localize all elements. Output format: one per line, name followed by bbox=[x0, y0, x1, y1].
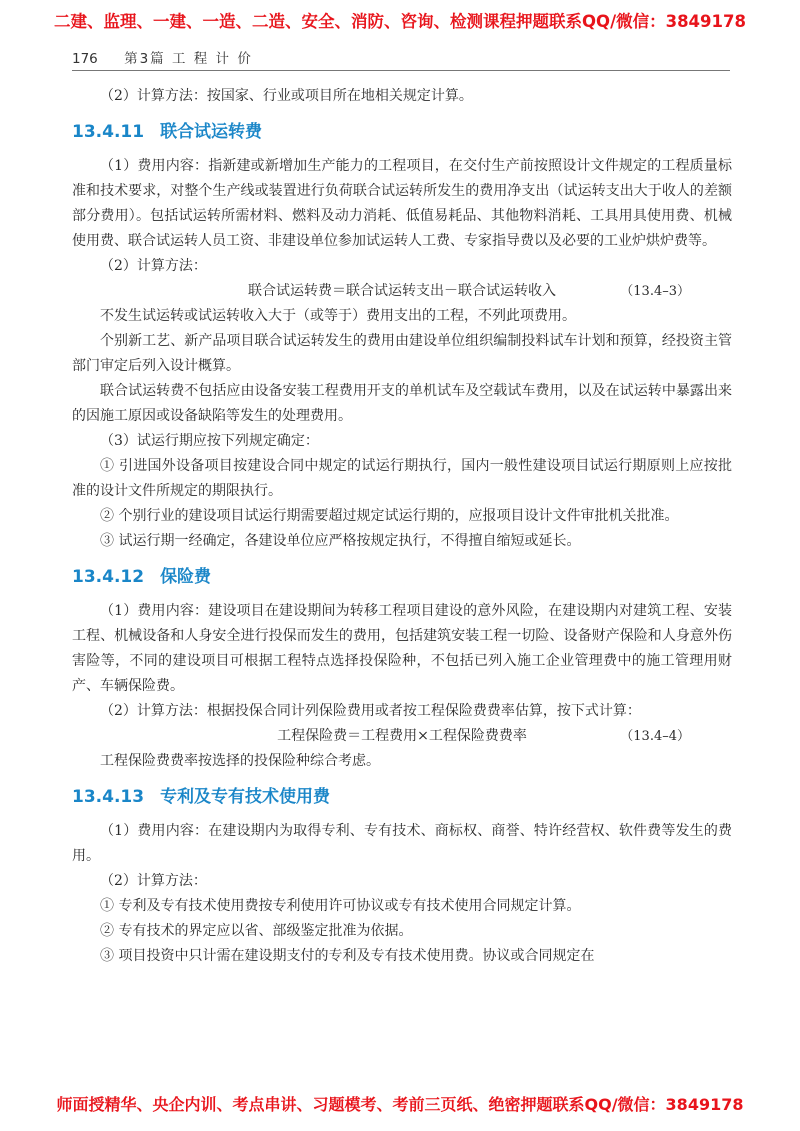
promo-banner-bottom: 师面授精华、央企内训、考点串讲、习题模考、考前三页纸、绝密押题联系QQ/微信：3849178 bbox=[56, 1095, 744, 1114]
part-title: 第3篇 工 程 计 价 bbox=[124, 51, 253, 67]
paragraph: （3）试运行期应按下列规定确定： bbox=[100, 433, 319, 449]
paragraph: （2）计算方法：根据投保合同计列保险费用或者按工程保险费费率估算，按下式计算： bbox=[100, 703, 641, 719]
paragraph: （1）费用内容：建设项目在建设期间为转移工程项目建设的意外风险，在建设期内对建筑工程、安装工程、机械设备和人身安全进行投保而发生的费用，包括建筑安装工程一切险、设备财产保险和人身意外伤害险等，不同的建设项目可根据工程特点选择投保险种，不包括已列入施工企业管理费中的施工管理用财产、车辆保险费。 bbox=[72, 603, 732, 694]
formula-text: 工程保险费＝工程费用×工程保险费费率 bbox=[277, 728, 527, 744]
section-heading-13-4-13 bbox=[72, 783, 732, 811]
promo-banner-top: 二建、监理、一建、一造、二造、安全、消防、咨询、检测课程押题联系QQ/微信：3849178 bbox=[54, 12, 746, 31]
header-rule bbox=[72, 70, 730, 71]
section-heading-13-4-11 bbox=[72, 118, 732, 146]
paragraph: ② 个别行业的建设项目试运行期需要超过规定试运行期的，应报项目设计文件审批机关批准。 bbox=[100, 508, 679, 524]
page-body bbox=[72, 84, 732, 969]
section-title: 联合试运转费 bbox=[160, 122, 263, 142]
paragraph: （2）计算方法： bbox=[100, 873, 207, 889]
paragraph: ③ 试运行期一经确定，各建设单位应严格按规定执行，不得擅自缩短或延长。 bbox=[100, 533, 581, 549]
paragraph: ③ 项目投资中只计需在建设期支付的专利及专有技术使用费。协议或合同规定在 bbox=[100, 948, 595, 964]
paragraph: ② 专有技术的界定应以省、部级鉴定批准为依据。 bbox=[100, 923, 413, 939]
equation-number: （13.4–3） bbox=[620, 284, 690, 299]
paragraph: 联合试运转费不包括应由设备安装工程费用开支的单机试车及空载试车费用，以及在试运转中暴露出来的因施工原因或设备缺陷等发生的处理费用。 bbox=[72, 383, 732, 424]
formula-text: 联合试运转费＝联合试运转支出－联合试运转收入 bbox=[248, 283, 556, 299]
paragraph: 不发生试运转或试运转收入大于（或等于）费用支出的工程，不列此项费用。 bbox=[100, 308, 576, 324]
section-title: 保险费 bbox=[160, 567, 212, 587]
paragraph: 工程保险费费率按选择的投保险种综合考虑。 bbox=[100, 753, 380, 769]
section-number: 13.4.12 bbox=[72, 567, 145, 587]
section-title: 专利及专有技术使用费 bbox=[160, 787, 331, 807]
paragraph: ① 专利及专有技术使用费按专利使用许可协议或专有技术使用合同规定计算。 bbox=[100, 898, 581, 914]
formula-13-4-3 bbox=[72, 279, 732, 304]
section-number: 13.4.13 bbox=[72, 787, 145, 807]
running-header bbox=[72, 47, 253, 67]
equation-number: （13.4–4） bbox=[620, 729, 690, 744]
paragraph: ① 引进国外设备项目按建设合同中规定的试运行期执行，国内一般性建设项目试运行期原则上应按批准的设计文件所规定的期限执行。 bbox=[72, 458, 732, 499]
paragraph: （1）费用内容：在建设期内为取得专利、专有技术、商标权、商誉、特许经营权、软件费等发生的费用。 bbox=[72, 823, 732, 864]
section-number: 13.4.11 bbox=[72, 122, 145, 142]
paragraph: （1）费用内容：指新建或新增加生产能力的工程项目，在交付生产前按照设计文件规定的工程质量标准和技术要求，对整个生产线或装置进行负荷联合试运转所发生的费用净支出（试运转支出大于收人的差额部分费用）。包括试运转所需材料、燃料及动力消耗、低值易耗品、其他物料消耗、工具用具使用费、机械使用费、联合试运转人员工资、非建设单位参加试运转人工费、专家指导费以及必要的工业炉烘炉费等。 bbox=[72, 158, 732, 249]
formula-13-4-4 bbox=[72, 724, 732, 749]
section-heading-13-4-12 bbox=[72, 563, 732, 591]
page-number: 176 bbox=[72, 51, 98, 67]
paragraph: （2）计算方法： bbox=[100, 258, 207, 274]
intro-paragraph: （2）计算方法：按国家、行业或项目所在地相关规定计算。 bbox=[100, 88, 473, 104]
paragraph: 个别新工艺、新产品项目联合试运转发生的费用由建设单位组织编制投料试车计划和预算，经投资主管部门审定后列入设计概算。 bbox=[72, 333, 732, 374]
